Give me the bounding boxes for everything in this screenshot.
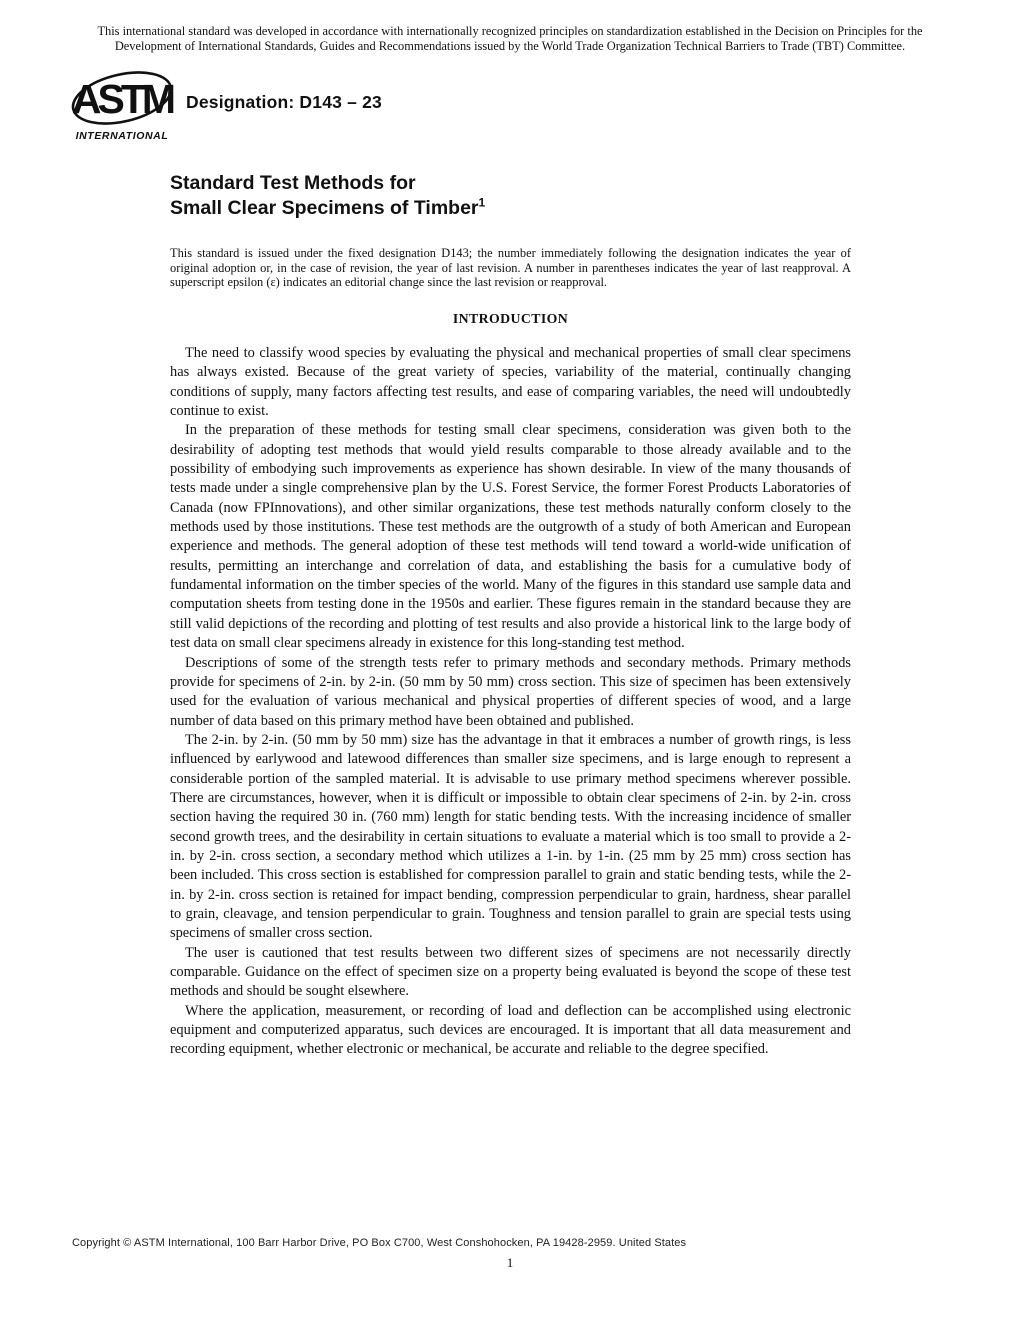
intro-paragraph: The 2-in. by 2-in. (50 mm by 50 mm) size has the advantage in that it embraces a number of growth rings, is less influenced by earlywood and latewood differences than smaller size specimens, and is large enough to represent a considerable portion of the sampled material. It is advisable to use primary method specimens wherever possible. There are circumstances, however, when it is difficult or impossible to obtain clear specimens of 2-in. by 2-in. cross section having the required 30 in. (760 mm) length for static bending tests. With the increasing incidence of smaller second growth trees, and the desirability in certain situations to evaluate a material which is too small to provide a 2-in. by 2-in. cross section, a secondary method which utilizes a 1-in. by 1-in. (25 mm by 25 mm) cross section has been included. This cross section is established for compression parallel to grain and static bending tests, while the 2-in. by 2-in. cross section is retained for impact bending, compression perpendicular to grain, hardness, shear parallel to grain, cleavage, and tension perpendicular to grain. Toughness and tension parallel to grain are special tests using specimens of smaller cross section. [170, 731, 851, 942]
astm-monogram: ASTM [71, 76, 173, 122]
intro-paragraph: The user is cautioned that test results between two different sizes of specimens are not necessarily directly comparable. Guidance on the effect of specimen size on a property being evaluated is beyond the scope of these test methods and should be sought elsewhere. [170, 944, 851, 1000]
issuance-note: This standard is issued under the fixed designation D143; the number immediately following the designation indicates the year of original adoption or, in the case of revision, the year of last revision. A number in parentheses indicates the year of last reapproval. A superscript epsilon (ε) indicates an editorial change since the last revision or reapproval. [170, 246, 851, 290]
intro-paragraph: Descriptions of some of the strength tests refer to primary methods and secondary methods. Primary methods provide for specimens of 2-in. by 2-in. (50 mm by 50 mm) cross section. This size of specimen has been extensively used for the evaluation of various mechanical and physical properties of different species of wood, and a large number of data based on this primary method have been obtained and published. [170, 654, 851, 729]
copyright-line: Copyright © ASTM International, 100 Barr Harbor Drive, PO Box C700, West Conshohocken, PA 19428-2959. United States [72, 1237, 687, 1249]
introduction-body [170, 344, 851, 1060]
astm-globe-icon [70, 62, 174, 134]
intro-paragraph: In the preparation of these methods for testing small clear specimens, consideration was given both to the desirability of adopting test methods that would yield results comparable to those already available and to the possibility of embodying such improvements as experience has shown desirable. In view of the many thousands of tests made under a single comprehensive plan by the U.S. Forest Service, the former Forest Products Laboratories of Canada (now FPInnovations), and other similar organizations, these test methods naturally conform closely to the methods used by those institutions. These test methods are the outgrowth of a study of both American and European experience and methods. The general adoption of these test methods will tend toward a world-wide unification of results, permitting an interchange and correlation of data, and establishing the basis for a cumulative body of fundamental information on the timber species of the world. Many of the figures in this standard use sample data and computation sheets from testing done in the 1950s and earlier. These figures remain in the standard because they are still valid depictions of the recording and plotting of test results and also provide a historical link to the large body of test data on small clear specimens already in existence for this long-standing test method. [170, 422, 851, 652]
title-footnote-marker: 1 [478, 195, 486, 209]
title-line-1: Standard Test Methods for [170, 172, 416, 194]
astm-logo [70, 62, 174, 142]
page-number: 1 [506, 1255, 514, 1270]
intro-paragraph: The need to classify wood species by evaluating the physical and mechanical properties of small clear specimens has always existed. Because of the great variety of species, variability of the material, continually changing conditions of supply, many factors affecting test results, and ease of comparing variables, the need will undoubtedly continue to exist. [170, 345, 851, 420]
document-title [170, 171, 860, 220]
astm-logo-subtitle: INTERNATIONAL [75, 130, 169, 142]
intro-paragraph: Where the application, measurement, or recording of load and deflection can be accomplished using electronic equipment and computerized apparatus, such devices are encouraged. It is important that all data measurement and recording equipment, whether electronic or mechanical, be accurate and reliable to the degree specified. [170, 1002, 851, 1058]
introduction-heading: INTRODUCTION [452, 311, 569, 326]
wto-compliance-notice: This international standard was developed in accordance with internationally recognized principles on standardization established in the Decision on Principles for the Development of International Standards, Guides and Recommendations issued by the World Trade Organization Technical Barriers to Trade (TBT) Committee. [97, 24, 923, 53]
designation-label: Designation: D143 – 23 [186, 91, 382, 112]
document-header [70, 62, 382, 142]
title-line-2: Small Clear Specimens of Timber [170, 196, 479, 219]
